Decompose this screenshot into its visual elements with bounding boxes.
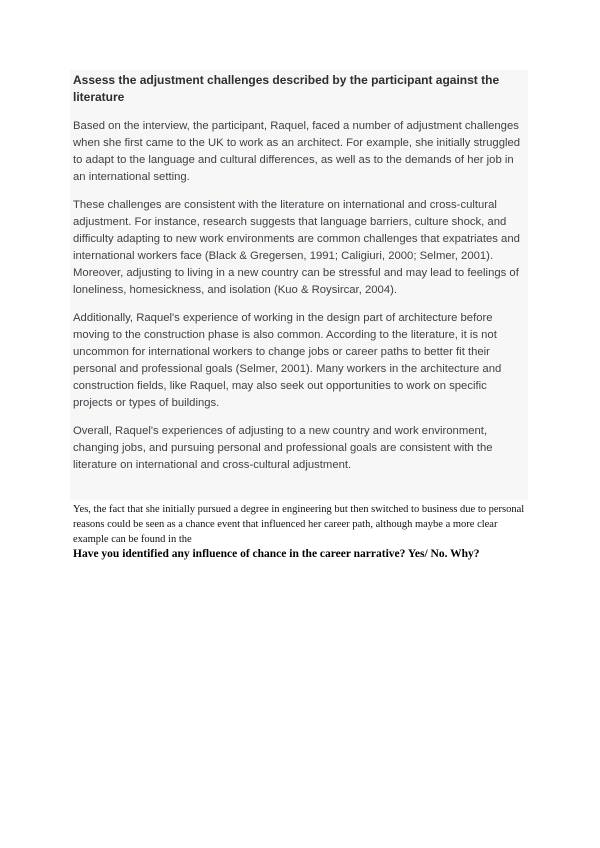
answer-paragraph-4: Overall, Raquel's experiences of adjusting to a new country and work environment, changing jobs, and pursuing personal and professional goals are consistent with the literature on international and cross-cultural adjustment. xyxy=(73,425,493,471)
answer-paragraph-2: These challenges are consistent with the literature on international and cross-cultural adjustment. For instance, research suggests that language barriers, culture shock, and difficulty adapting to new work environments are common challenges that expatriates and international workers face (Black & Gregersen, 1991; Caligiuri, 2000; Selmer, 2001). Moreover, adjusting to living in a new country can be stressful and may lead to feelings of loneliness, homesickness, and isolation (Kuo & Roysircar, 2004). xyxy=(73,199,520,296)
chance-question: Have you identified any influence of chance in the career narrative? Yes/ No. Why? xyxy=(73,548,480,560)
answer-heading: Assess the adjustment challenges described by the participant against the literature xyxy=(73,73,500,104)
answer-paragraph-3: Additionally, Raquel's experience of working in the design part of architecture before moving to the construction phase is also common. According to the literature, it is not uncommon for international workers to change jobs or career paths to better fit their personal and professional goals (Selmer, 2001). Many workers in the architecture and construction fields, like Raquel, may also seek out opportunities to work on specific projects or types of buildings. xyxy=(73,312,502,409)
chance-answer-text: Yes, the fact that she initially pursued a degree in engineering but then switched to business due to personal reasons could be seen as a chance event that influenced her career path, although maybe a more clear example can be found in the xyxy=(73,504,525,545)
ai-answer-block xyxy=(70,70,528,500)
answer-paragraph-1: Based on the interview, the participant, Raquel, faced a number of adjustment challenges when she first came to the UK to work as an architect. For example, she initially struggled to adapt to the language and cultural differences, as well as to the demands of her job in an international setting. xyxy=(73,120,521,183)
